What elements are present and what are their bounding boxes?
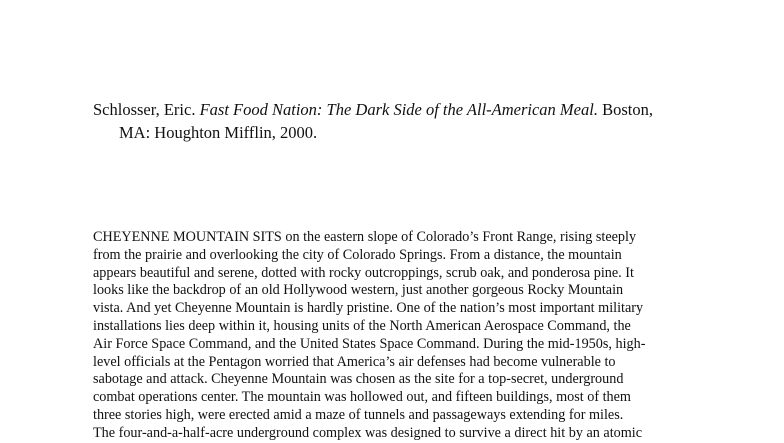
passage-line: three stories high, were erected amid a maze of tunnels and passageways extending for miles. [93, 406, 624, 423]
citation [93, 98, 773, 144]
citation-author: Schlosser, Eric. [93, 100, 196, 119]
passage-line: vista. And yet Cheyenne Mountain is hardly pristine. One of the nation’s most important military [93, 300, 644, 317]
passage-line: sabotage and attack. Cheyenne Mountain was chosen as the site for a top-secret, underground [93, 371, 624, 388]
passage-line: combat operations center. The mountain was hollowed out, and fifteen buildings, most of them [93, 389, 631, 406]
passage-line: installations lies deep within it, housing units of the North American Aerospace Command, the [93, 317, 631, 334]
passage-line: looks like the backdrop of an old Hollywood western, just another gorgeous Rocky Mountain [93, 282, 624, 299]
passage-line: from the prairie and overlooking the city of Colorado Springs. From a distance, the mountain [93, 246, 622, 263]
passage [93, 229, 753, 443]
passage-line: Air Force Space Command, and the United States Space Command. During the mid-1950s, high- [93, 335, 646, 352]
passage-line: CHEYENNE MOUNTAIN SITS on the eastern slope of Colorado’s Front Range, rising steeply [93, 229, 637, 245]
citation-publisher-city: Boston, [602, 100, 653, 119]
citation-title: Fast Food Nation: The Dark Side of the All-American Meal. [199, 100, 598, 119]
citation-publisher: MA: Houghton Mifflin, 2000. [119, 123, 318, 142]
passage-line: The four-and-a-half-acre underground complex was designed to survive a direct hit by an atomic [93, 424, 643, 441]
passage-line: level officials at the Pentagon worried that America’s air defenses had become vulnerable to [93, 353, 616, 370]
passage-line: appears beautiful and serene, dotted with rocky outcroppings, scrub oak, and ponderosa pine. It [93, 264, 634, 281]
